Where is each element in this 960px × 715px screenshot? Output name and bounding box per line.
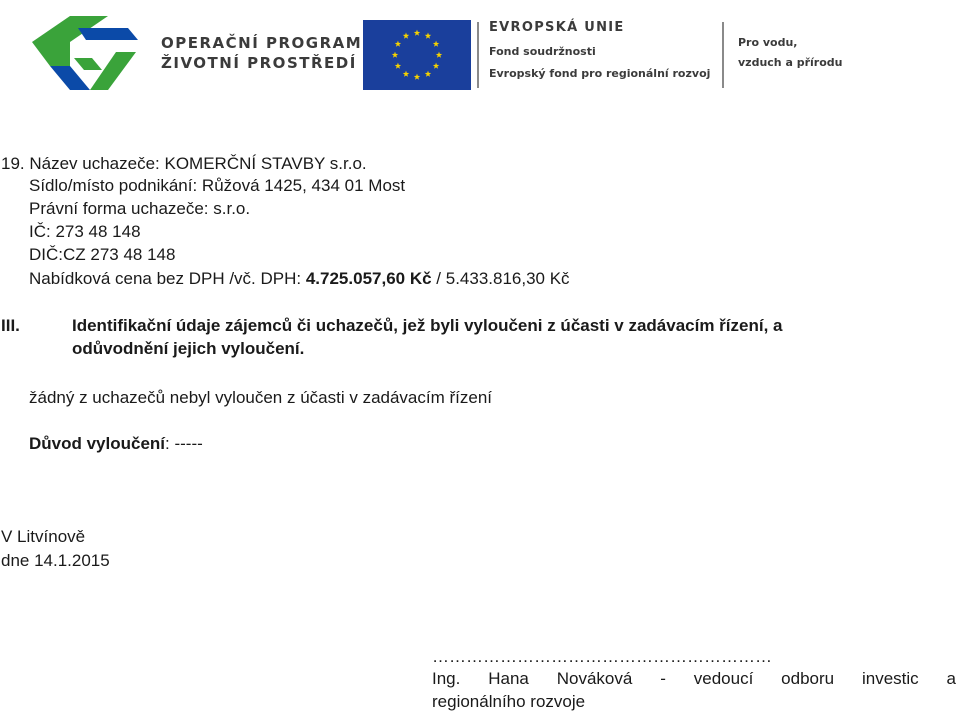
candidate-seat: Sídlo/místo podnikání: Růžová 1425, 434 01 Most	[29, 176, 406, 195]
divider-1	[477, 22, 479, 88]
section-heading-line1: Identifikační údaje zájemců či uchazečů, jež byli vyloučeni z účasti v zadávacím řízení, a	[72, 316, 783, 335]
eu-fund-2: Evropský fond pro regionální rozvoj	[489, 67, 711, 80]
candidate-legal-form	[29, 198, 250, 219]
price-label: Nabídková cena bez DPH /vč. DPH:	[29, 269, 306, 288]
section-heading-line2: odůvodnění jejich vyloučení.	[72, 339, 305, 358]
legal-form-label: Právní forma uchazeče:	[29, 199, 214, 218]
header-logos	[0, 0, 960, 110]
reason-label: Důvod vyloučení	[29, 434, 166, 453]
price-with-vat: 5.433.816,30 Kč	[445, 269, 570, 288]
opzp-title-line1: OPERAČNÍ PROGRAM	[161, 34, 363, 52]
motto-line1: Pro vodu,	[738, 36, 798, 49]
price-without-vat: 4.725.057,60 Kč	[305, 269, 432, 288]
divider-2	[722, 22, 724, 88]
candidate-name	[1, 153, 367, 174]
date: dne 14.1.2015	[1, 551, 110, 570]
candidate-name-label: 19. Název uchazeče:	[1, 154, 165, 173]
eu-flag-icon	[363, 20, 471, 90]
exclusion-reason	[29, 433, 203, 454]
exclusion-statement: žádný z uchazečů nebyl vyloučen z účasti v zadávacím řízení	[29, 388, 493, 407]
section-number: III.	[1, 316, 20, 335]
reason-value: : -----	[165, 434, 203, 453]
candidate-dic: DIČ:CZ 273 48 148	[29, 245, 176, 264]
candidate-price	[29, 268, 570, 289]
signature-line: ……………………………………………………	[432, 647, 772, 666]
signer-line2: regionálního rozvoje	[432, 692, 586, 711]
candidate-name-value: KOMERČNÍ STAVBY s.r.o.	[164, 154, 367, 173]
legal-form-value: s.r.o.	[213, 199, 251, 218]
price-sep: /	[431, 269, 446, 288]
opzp-title-line2: ŽIVOTNÍ PROSTŘEDÍ	[161, 54, 357, 72]
candidate-ic: IČ: 273 48 148	[29, 222, 141, 241]
motto-line2: vzduch a přírodu	[738, 56, 843, 69]
eu-title: EVROPSKÁ UNIE	[489, 20, 625, 35]
opzp-logo-icon	[28, 10, 140, 96]
place: V Litvínově	[1, 527, 86, 546]
signer-line1: Ing. Hana Nováková - vedoucí odboru investic a	[432, 669, 956, 688]
eu-fund-1: Fond soudržnosti	[489, 45, 596, 58]
